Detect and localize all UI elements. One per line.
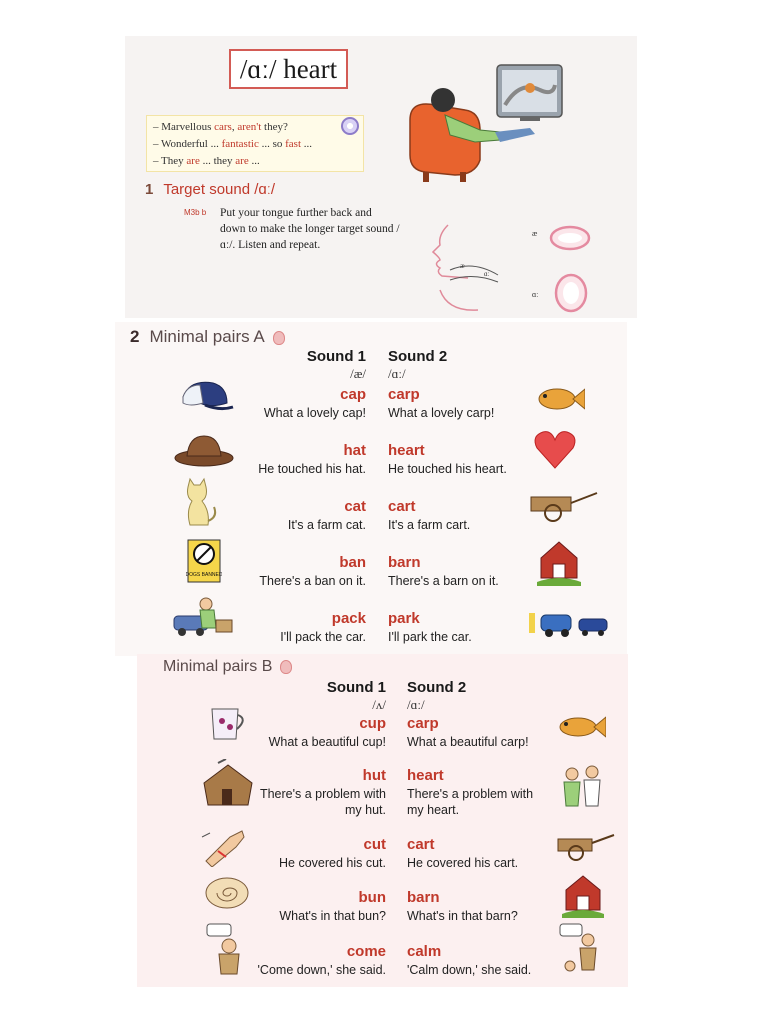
dogs-banned-sign-icon (186, 538, 222, 584)
mouth-label-ae: æ (532, 229, 538, 238)
parked-cars-icon (527, 607, 611, 639)
sound2-phoneme-a: /ɑː/ (388, 366, 406, 381)
sentence-b4-sound1: What's in that bun? (279, 909, 386, 923)
word-cap: cap (340, 386, 366, 403)
ear-icon-b (280, 660, 292, 674)
sentence-a3-sound1: It's a farm cat. (287, 518, 366, 532)
ear-icon (273, 331, 285, 345)
word-cart: cart (388, 498, 416, 515)
person-watching-tv-illustration (405, 60, 570, 185)
heart-icon (533, 428, 577, 470)
sentence-a4-sound2: There's a barn on it. (388, 574, 499, 588)
sentence-b2-sound1-line2: my hut. (345, 803, 386, 817)
sound1-heading-b: Sound 1 (326, 679, 386, 696)
cat-icon (180, 477, 220, 529)
mouth-ae-icon (548, 222, 593, 254)
cut-finger-icon (200, 827, 248, 867)
sound1-phoneme-b: /ʌ/ (372, 697, 386, 712)
farm-cart-icon (527, 487, 599, 523)
word-barn: barn (388, 554, 421, 571)
word-heart-b: heart (407, 767, 444, 784)
sentence-b1-sound1: What a beautiful cup! (268, 735, 386, 749)
sentence-a5-sound1: I'll pack the car. (280, 630, 366, 644)
sound1-phoneme-a: /æ/ (350, 366, 366, 381)
section-1-heading: 1 Target sound /ɑː/ (145, 181, 276, 198)
sentence-b3-sound1: He covered his cut. (279, 856, 386, 870)
sound2-heading-b: Sound 2 (407, 679, 467, 696)
bun-icon (203, 873, 251, 913)
word-ban: ban (339, 554, 366, 571)
farm-cart-icon-b (554, 827, 616, 863)
word-hat: hat (343, 442, 366, 459)
sentence-a1-sound2: What a lovely carp! (388, 406, 495, 420)
hat-icon (173, 430, 235, 468)
calm-down-illustration (558, 922, 606, 978)
hut-icon (198, 759, 256, 809)
minimal-pairs-b-heading: Minimal pairs B (163, 658, 292, 676)
track-number: M3b b (184, 208, 207, 217)
word-barn-b: barn (407, 889, 440, 906)
word-cart-b: cart (407, 836, 435, 853)
sentence-a3-sound2: It's a farm cart. (388, 518, 471, 532)
carp-fish-icon-b (554, 711, 606, 743)
sound1-heading-a: Sound 1 (306, 348, 366, 365)
word-heart: heart (388, 442, 425, 459)
intro-line-1: – Marvellous cars, aren't they? (153, 121, 288, 133)
word-carp: carp (388, 386, 420, 403)
section-2-heading: 2 Minimal pairs A (130, 327, 285, 347)
cup-icon (206, 705, 250, 745)
sentence-b5-sound2: 'Calm down,' she said. (407, 963, 532, 977)
doctor-patient-illustration (558, 762, 604, 812)
tongue-label-ae: æ (460, 262, 465, 270)
barn-icon-b (562, 872, 604, 918)
page-title: /ɑː/ heart (229, 49, 348, 89)
word-park: park (388, 610, 420, 627)
word-cup: cup (359, 715, 386, 732)
sentence-a5-sound2: I'll park the car. (388, 630, 472, 644)
word-cut: cut (363, 836, 386, 853)
sentence-b5-sound1: 'Come down,' she said. (257, 963, 386, 977)
sentence-a4-sound1: There's a ban on it. (259, 574, 366, 588)
word-carp-b: carp (407, 715, 439, 732)
word-pack: pack (331, 610, 366, 627)
sound2-heading-a: Sound 2 (388, 348, 448, 365)
word-calm: calm (407, 943, 442, 960)
intro-dialogue (146, 115, 364, 172)
tongue-label-aa: ɑː (484, 270, 490, 278)
barn-icon (537, 538, 581, 586)
sentence-b4-sound2: What's in that barn? (407, 909, 518, 923)
packing-car-icon (170, 592, 238, 640)
word-come: come (346, 943, 386, 960)
word-bun: bun (358, 889, 386, 906)
sentence-b1-sound2: What a beautiful carp! (407, 735, 529, 749)
sound2-phoneme-b: /ɑː/ (407, 697, 425, 712)
cap-icon (175, 377, 235, 417)
come-down-illustration (203, 922, 249, 976)
tongue-position-diagram (428, 220, 518, 315)
dogs-banned-sign-text: DOGS BANNED (186, 572, 222, 578)
sentence-b2-sound2-line2: my heart. (407, 803, 460, 817)
carp-fish-icon (533, 381, 585, 417)
sentence-a1-sound1: What a lovely cap! (263, 406, 366, 420)
mouth-label-aa: ɑː (532, 290, 539, 299)
sentence-b2-sound2-line1: There's a problem with (407, 787, 534, 801)
sentence-b2-sound1-line1: There's a problem with (259, 787, 386, 801)
sentence-a2-sound1: He touched his hat. (258, 462, 366, 476)
intro-line-2: – Wonderful ... fantastic ... so fast ... (153, 138, 313, 150)
instruction-text: Put your tongue further back and down to make the longer target sound /ɑː/. Listen and repeat. (220, 207, 400, 251)
mouth-aa-icon (551, 271, 591, 316)
word-cat: cat (344, 498, 366, 515)
audio-cd-icon[interactable] (341, 117, 359, 135)
sentence-b3-sound2: He covered his cart. (407, 856, 519, 870)
sentence-a2-sound2: He touched his heart. (388, 462, 507, 476)
intro-line-3: – They are ... they are ... (153, 155, 260, 167)
word-hut: hut (362, 767, 386, 784)
